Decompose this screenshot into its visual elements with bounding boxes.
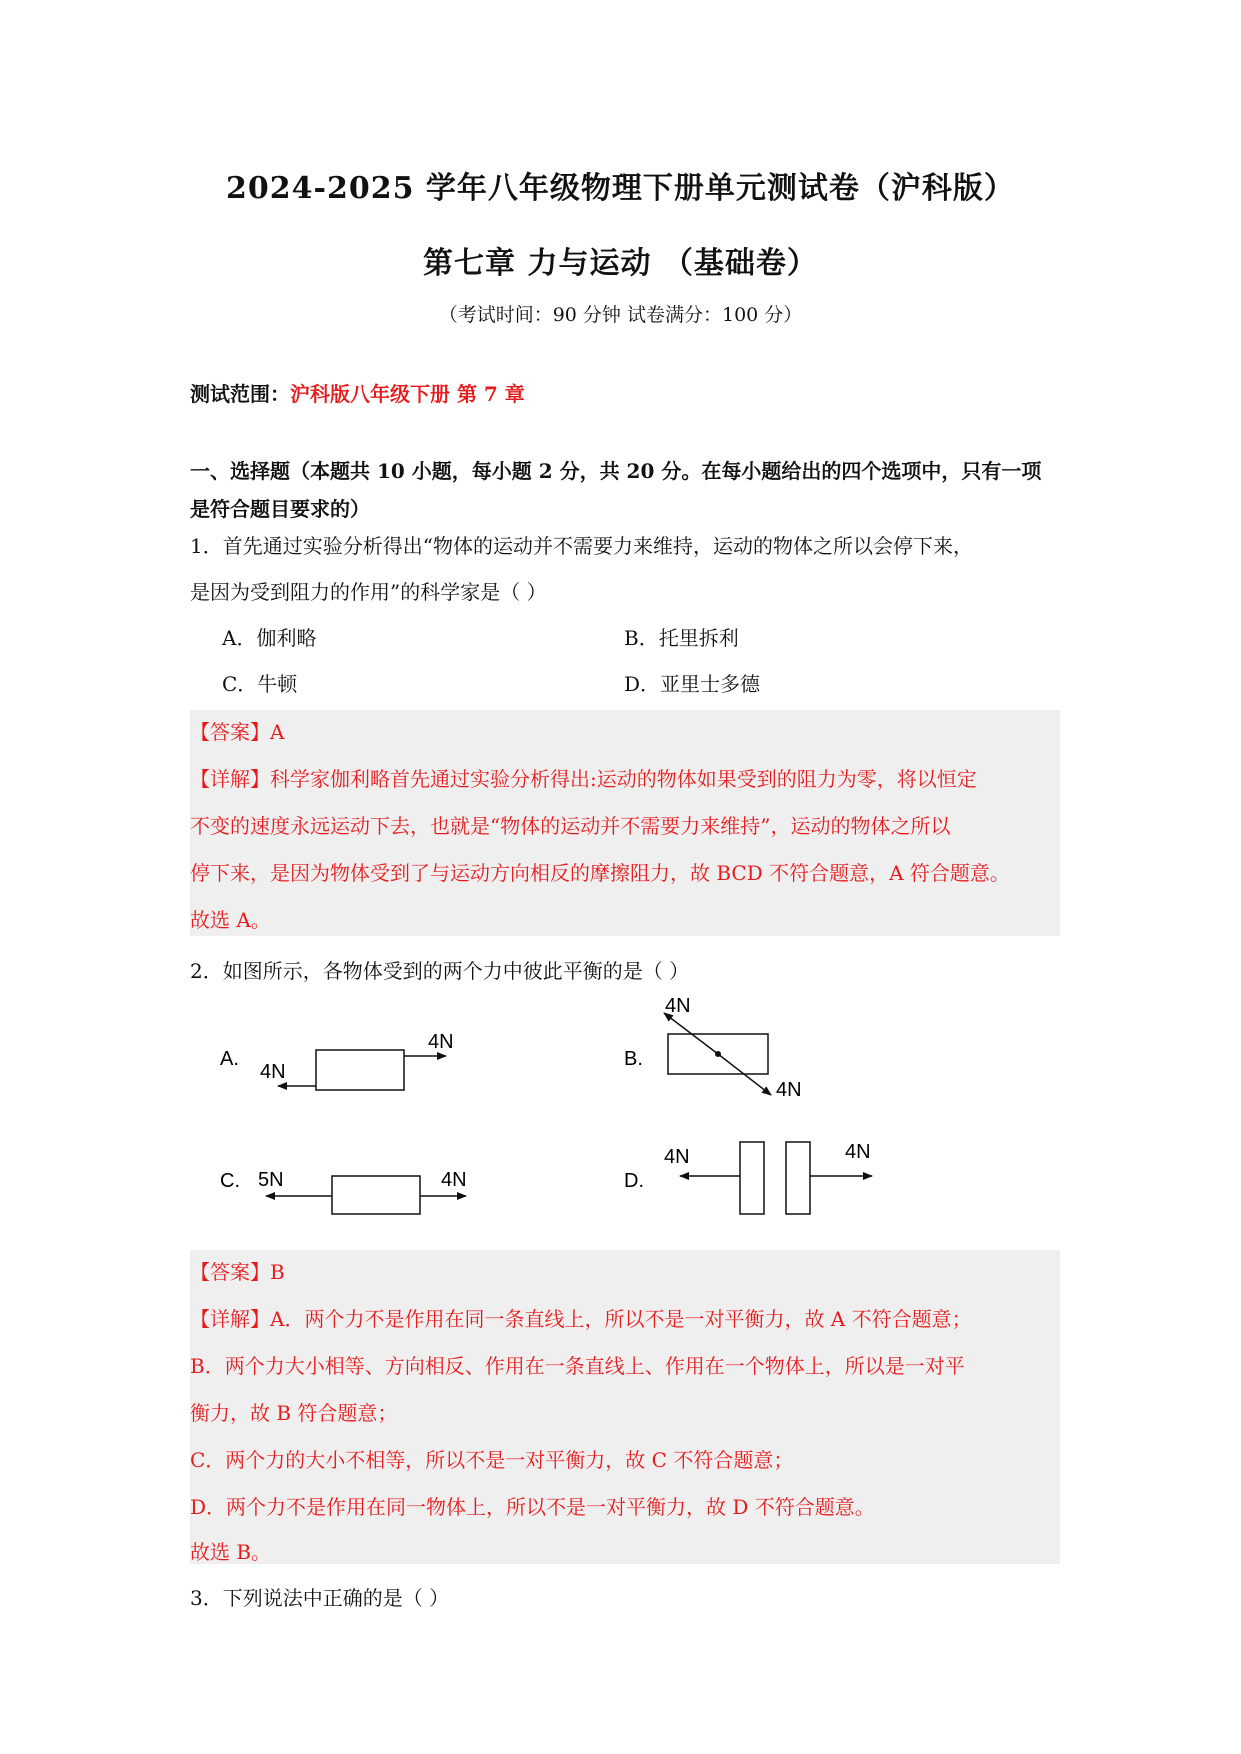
q1-option-c: C．牛顿 [222, 672, 298, 696]
q2-figure-c-block [332, 1176, 420, 1214]
q1-explain-line2: 不变的速度永远运动下去，也就是“物体的运动并不需要力来维持”，运动的物体之所以 [190, 814, 951, 838]
q2-figure-d [624, 1141, 872, 1214]
q1-option-b: B．托里拆利 [624, 626, 739, 650]
q2-figure-c-right-force: 4N [441, 1169, 467, 1191]
q2-figure-a-label: A. [220, 1048, 239, 1070]
q2-answer: 【答案】B [190, 1260, 285, 1284]
q1-explain-line1: 【详解】科学家伽利略首先通过实验分析得出:运动的物体如果受到的阻力为零，将以恒定 [190, 767, 977, 791]
exam-info: （考试时间：90 分钟 试卷满分：100 分） [438, 304, 803, 326]
q2-stem: 2．如图所示，各物体受到的两个力中彼此平衡的是（ ） [190, 959, 690, 983]
q1-option-a: A．伽利略 [222, 626, 317, 650]
q2-explain-line2: B．两个力大小相等、方向相反、作用在一条直线上、作用在一个物体上，所以是一对平 [190, 1354, 965, 1378]
q2-figure-a-block [316, 1050, 404, 1090]
section-heading: 一、选择题（本题共 10 小题，每小题 2 分，共 20 分。在每小题给出的四个选项中，只有一项是符合题目要求的） [190, 459, 1042, 521]
q2-figure-c-label: C. [220, 1170, 240, 1192]
q2-figure-a-left-force: 4N [260, 1061, 286, 1083]
chapter-title: 第七章 力与运动 （基础卷） [423, 246, 818, 281]
test-scope-value: 沪科版八年级下册 第 7 章 [290, 382, 525, 406]
exam-title: 2024-2025 学年八年级物理下册单元测试卷（沪科版） [226, 171, 1015, 206]
q2-figure-a-right-force: 4N [428, 1031, 454, 1053]
q2-figure-b-center-point [715, 1051, 721, 1057]
q2-explain-line3: 衡力，故 B 符合题意； [190, 1401, 398, 1425]
q2-figure-d-left-force: 4N [664, 1146, 690, 1168]
q2-figure-b [624, 995, 802, 1101]
q2-explain-line1: 【详解】A．两个力不是作用在同一条直线上，所以不是一对平衡力，故 A 不符合题意； [190, 1307, 972, 1331]
q2-explain-line5: D．两个力不是作用在同一物体上，所以不是一对平衡力，故 D 不符合题意。 [190, 1495, 875, 1519]
q2-figure-c-left-force: 5N [258, 1169, 284, 1191]
q2-explain-line4: C．两个力的大小不相等，所以不是一对平衡力，故 C 不符合题意； [190, 1448, 794, 1472]
q2-figure-a [220, 1031, 454, 1090]
q2-figure-d-left-block [740, 1142, 764, 1214]
q2-figure-b-label: B. [624, 1048, 643, 1070]
q1-answer-box [190, 710, 1060, 936]
q1-option-d: D．亚里士多德 [624, 672, 761, 696]
q1-answer: 【答案】A [190, 720, 285, 744]
q2-figure-d-right-force: 4N [845, 1141, 871, 1163]
q2-figure-c [220, 1169, 467, 1214]
q1-explain-line3: 停下来，是因为物体受到了与运动方向相反的摩擦阻力，故 BCD 不符合题意，A 符合题意。 [190, 861, 1010, 885]
q1-stem-line1: 1．首先通过实验分析得出“物体的运动并不需要力来维持，运动的物体之所以会停下来， [190, 534, 973, 558]
q2-figure-d-right-block [786, 1142, 810, 1214]
q1-stem-line2: 是因为受到阻力的作用”的科学家是（ ） [190, 580, 547, 604]
q2-figure-b-top-force: 4N [665, 995, 691, 1017]
q2-explain-line6: 故选 B。 [190, 1540, 272, 1564]
q3-stem: 3．下列说法中正确的是（ ） [190, 1586, 450, 1610]
q2-figure-d-label: D. [624, 1170, 644, 1192]
test-scope-label: 测试范围： [190, 382, 290, 406]
q2-force-diagram [0, 990, 1241, 1230]
q2-figure-b-bottom-force: 4N [776, 1079, 802, 1101]
test-scope [190, 378, 525, 407]
q1-explain-line4: 故选 A。 [190, 908, 271, 932]
q2-answer-box [190, 1250, 1060, 1564]
